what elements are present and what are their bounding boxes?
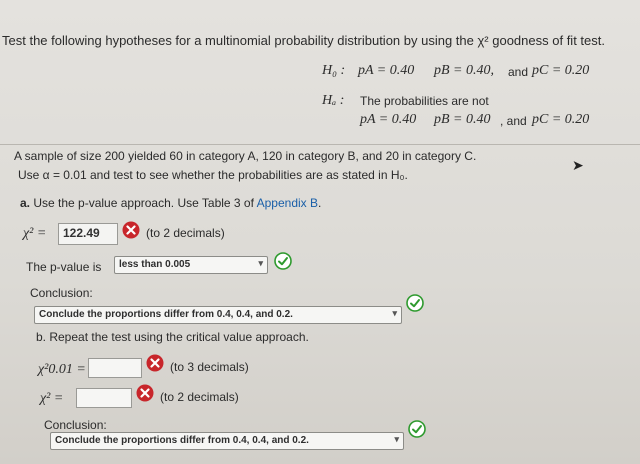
critical-value-hint: (to 3 decimals) (170, 360, 249, 374)
ha-and: , and (500, 114, 527, 128)
incorrect-icon (136, 384, 154, 402)
ha-pb: pB = 0.40 (434, 112, 491, 127)
ha-pa: pA = 0.40 (360, 112, 417, 127)
chi-square-b-hint: (to 2 decimals) (160, 390, 239, 404)
chevron-down-icon: ▾ (258, 258, 263, 268)
mouse-cursor-icon: ➤ (572, 157, 584, 173)
h0-pa: pA = 0.40 (358, 63, 415, 78)
chevron-down-icon: ▾ (394, 434, 399, 444)
intro-text: Test the following hypotheses for a multinomial probability distribution by using the χ² goodness of fit test. (2, 33, 605, 48)
conclusion-a-label: Conclusion: (30, 286, 93, 300)
part-a-prefix: a. (20, 196, 31, 210)
conclusion-b-select[interactable] (50, 432, 404, 450)
chevron-down-icon: ▾ (392, 308, 397, 318)
section-divider (0, 144, 640, 145)
alpha-text: Use α = 0.01 and test to see whether the probabilities are as stated in H₀. (18, 168, 408, 182)
incorrect-icon (122, 221, 140, 239)
correct-icon (408, 420, 426, 438)
critical-value-label: χ²0.01 = (38, 362, 86, 377)
pvalue-selected: less than 0.005 (119, 259, 191, 270)
chi-square-b-input[interactable] (76, 388, 132, 408)
ha-text: The probabilities are not (360, 94, 489, 108)
critical-value-input[interactable] (88, 358, 142, 378)
h0-pb: pB = 0.40, (434, 63, 494, 78)
h0-pc: pC = 0.20 (532, 63, 590, 78)
chi-square-label: χ² = (23, 226, 47, 241)
pvalue-select[interactable] (114, 256, 268, 274)
conclusion-b-label: Conclusion: (44, 418, 107, 432)
correct-icon (274, 252, 292, 270)
ha-pc: pC = 0.20 (532, 112, 590, 127)
chi-square-hint: (to 2 decimals) (146, 226, 225, 240)
conclusion-b-selected: Conclude the proportions differ from 0.4, 0.4, and 0.2. (55, 435, 309, 446)
chi-square-input[interactable]: 122.49 (58, 223, 118, 245)
part-b-heading: b. Repeat the test using the critical value approach. (36, 330, 309, 344)
incorrect-icon (146, 354, 164, 372)
h0-label: H₀ : (322, 63, 346, 78)
appendix-b-link[interactable]: Appendix B (256, 196, 319, 210)
part-a-heading: a. Use the p-value approach. Use Table 3 of Appendix B. (20, 196, 322, 210)
sample-text: A sample of size 200 yielded 60 in category A, 120 in category B, and 20 in category C. (14, 149, 477, 163)
part-a-text: Use the p-value approach. Use Table 3 of (33, 196, 254, 210)
chi-square-b-label: χ² = (40, 391, 64, 406)
h0-and: and (508, 65, 529, 79)
conclusion-a-selected: Conclude the proportions differ from 0.4, 0.4, and 0.2. (39, 309, 293, 320)
pvalue-label: The p-value is (26, 260, 102, 274)
correct-icon (406, 294, 424, 312)
conclusion-a-select[interactable] (34, 306, 402, 324)
ha-label: Hₐ : (322, 93, 345, 108)
